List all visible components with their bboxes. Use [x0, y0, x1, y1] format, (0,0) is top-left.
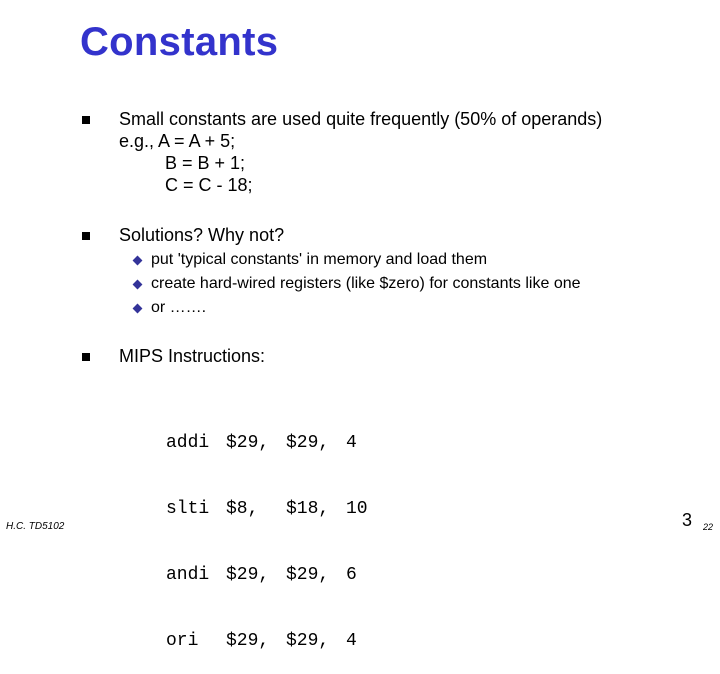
opcode: andi	[166, 565, 210, 585]
operand-immediate: 4	[346, 433, 357, 453]
code-line	[166, 498, 368, 520]
opcode: addi	[166, 433, 210, 453]
bullet-marker-2	[82, 232, 90, 240]
operand-dest: $29,	[226, 565, 270, 585]
bullet-line: Small constants are used quite frequently (50% of operands)	[119, 109, 603, 129]
operand-dest: $8,	[226, 499, 259, 519]
sub-bullet-text-3: or …….	[151, 299, 207, 316]
sub-bullet-marker-3	[133, 304, 143, 314]
operand-src: $29,	[286, 565, 330, 585]
example-line-b: B = B + 1;	[165, 153, 246, 173]
code-line	[166, 564, 368, 586]
operand-dest: $29,	[226, 631, 270, 651]
operand-dest: $29,	[226, 433, 270, 453]
example-line-c: C = C - 18;	[165, 175, 253, 195]
operand-immediate: 10	[346, 499, 368, 519]
operand-immediate: 4	[346, 631, 357, 651]
operand-src: $29,	[286, 433, 330, 453]
bullet-text-constants-frequency	[119, 108, 602, 196]
operand-src: $29,	[286, 631, 330, 651]
code-line	[166, 630, 368, 652]
opcode: ori	[166, 631, 199, 651]
sub-bullet-marker-2	[133, 280, 143, 290]
sub-bullet-text-2: create hard-wired registers (like $zero) for constants like one	[151, 275, 581, 292]
code-line	[166, 432, 368, 454]
mips-code-block	[166, 388, 368, 674]
opcode: slti	[166, 499, 210, 519]
operand-src: $18,	[286, 499, 330, 519]
footer-course-label: H.C. TD5102	[6, 521, 65, 532]
page-number: 3	[682, 510, 693, 530]
bullet-marker-1	[82, 116, 90, 124]
bullet-text-solutions: Solutions? Why not?	[119, 225, 285, 245]
sub-bullet-marker-1	[133, 256, 143, 266]
sub-bullet-text-1: put 'typical constants' in memory and load them	[151, 251, 488, 268]
slide-title: Constants	[80, 20, 279, 64]
example-line-a: e.g., A = A + 5;	[119, 131, 236, 151]
slide-number: 22	[703, 522, 714, 532]
bullet-text-mips: MIPS Instructions:	[119, 346, 266, 366]
operand-immediate: 6	[346, 565, 357, 585]
bullet-marker-3	[82, 353, 90, 361]
